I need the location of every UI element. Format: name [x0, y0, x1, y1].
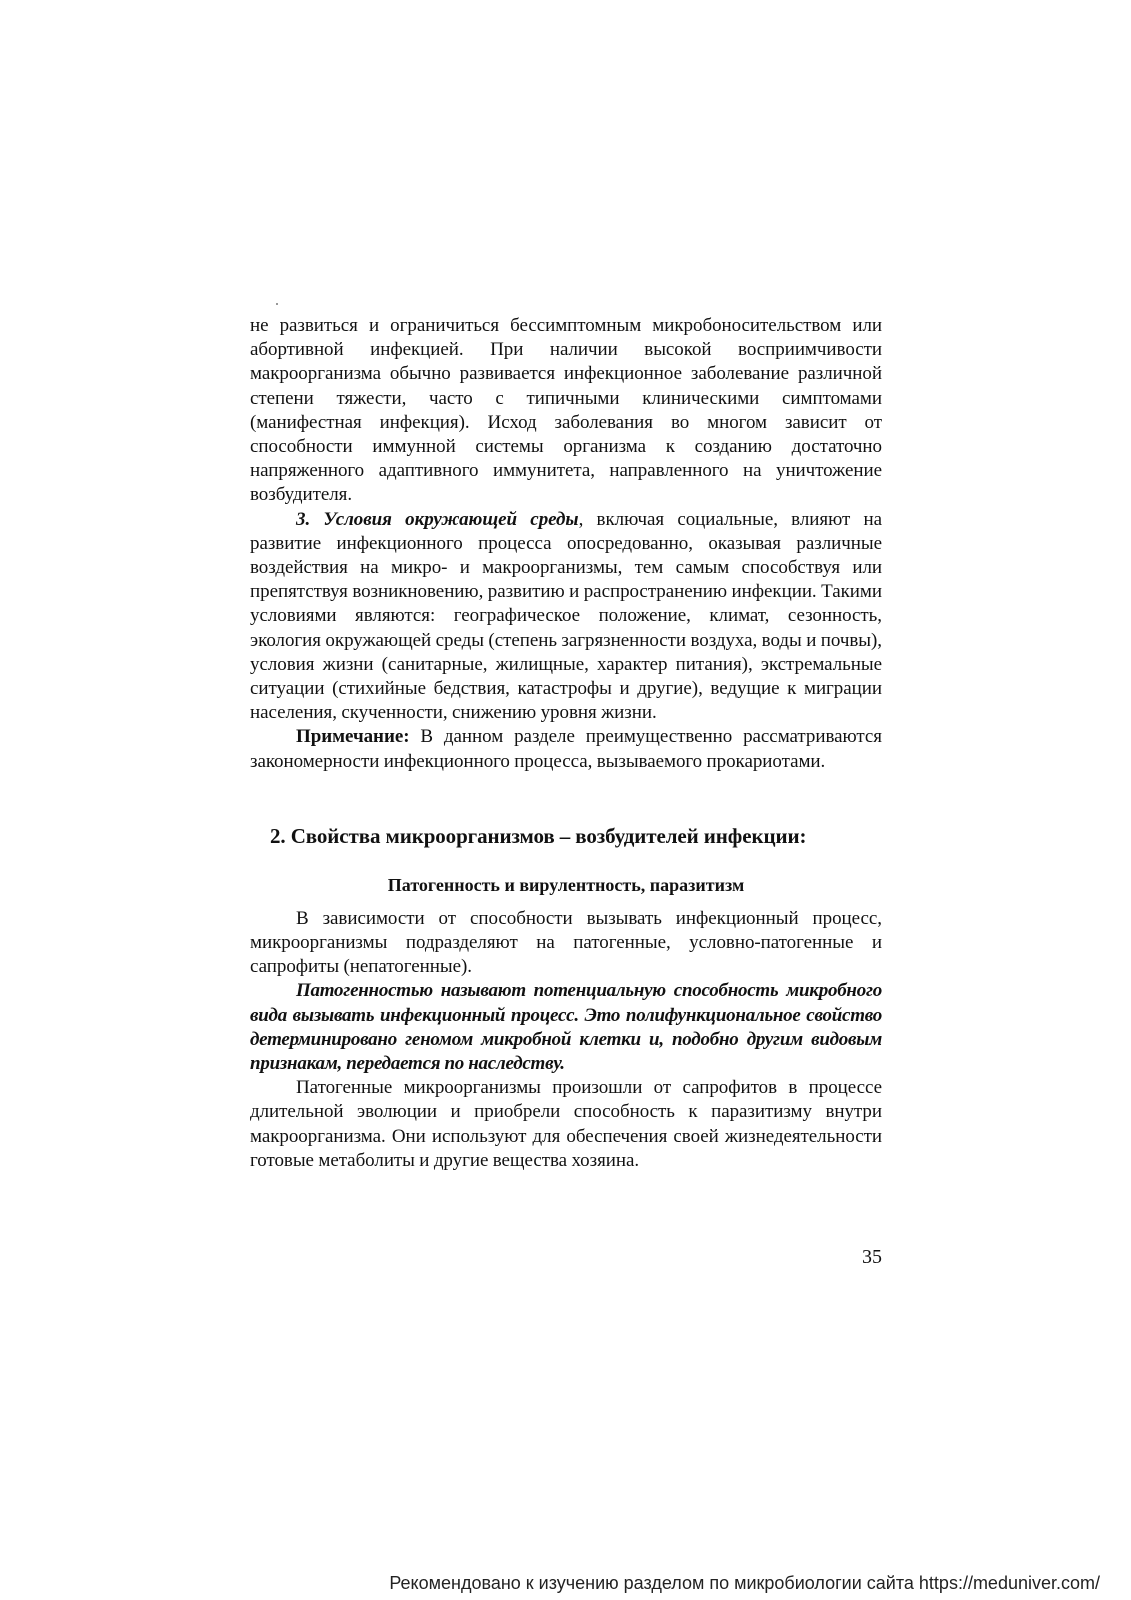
section-heading: 2. Свойства микроорганизмов – возбудителей инфекции: — [270, 823, 807, 848]
paragraph-pathogen-evolution: Патогенные микроорганизмы произошли от сапрофитов в процессе длительной эволюции и приобрели способность к паразитизму внутри макроорганизма. Они используют для обеспечения своей жизнедеятельности готовые метаболиты и другие вещества хозяина. — [250, 1077, 882, 1171]
note-body: В данном разделе преимущественно рассматриваются закономерности инфекционного процесса, вызываемого прокариотами. — [250, 726, 882, 772]
paragraph-pathogenicity-definition: Патогенностью называют потенциальную способность микробного вида вызывать инфекционный процесс. Это полифункциональное свойство детерминировано геномом микробной клетки и, подобно другим видовым признакам, передается по наследству. — [250, 980, 882, 1075]
sub-heading: Патогенность и вирулентность, паразитизм — [387, 874, 745, 895]
paragraph-note — [250, 725, 882, 773]
scan-speck — [276, 303, 278, 305]
note-label: Примечание: — [296, 726, 410, 748]
paragraph-classification: В зависимости от способности вызывать инфекционный процесс, микроорганизмы подразделяют на патогенные, условно-патогенные и сапрофиты (непатогенные). — [250, 907, 882, 978]
environment-conditions-term: 3. Условия окружающей среды — [296, 508, 579, 530]
environment-conditions-body: , включая социальные, влияют на развитие инфекционного процесса опосредованно, оказывая различные воздействия на микро- и макроорганизмы, тем самым способствуя или препятствуя возникновению, развитию и распространению инфекции. Такими условиями являются: географическое положение, климат, сезонность, экология окружающей среды (степень загрязненности воздуха, воды и почвы), условия жизни (санитарные, жилищные, характер питания), экстремальные ситуации (стихийные бедствия, катастрофы и другие), ведущие к миграции населения, скученности, снижению уровня жизни. — [250, 508, 882, 724]
footer-recommendation: Рекомендовано к изучению разделом по микробиологии сайта https://meduniver.com/ — [389, 1573, 1100, 1593]
page-number: 35 — [862, 1246, 882, 1268]
paragraph-environment-conditions — [250, 508, 882, 726]
text-column — [250, 314, 882, 1173]
paragraph-continuation: не развиться и ограничиться бессимптомным микробоносительством или абортивной инфекцией. При наличии высокой восприимчивости макроорганизма обычно развивается инфекционное заболевание различной степени тяжести, часто с типичными клиническими симптомами (манифестная инфекция). Исход заболевания во многом зависит от способности иммунной системы организма к созданию достаточно напряженного адаптивного иммунитета, направленного на уничтожение возбудителя. — [250, 315, 882, 506]
